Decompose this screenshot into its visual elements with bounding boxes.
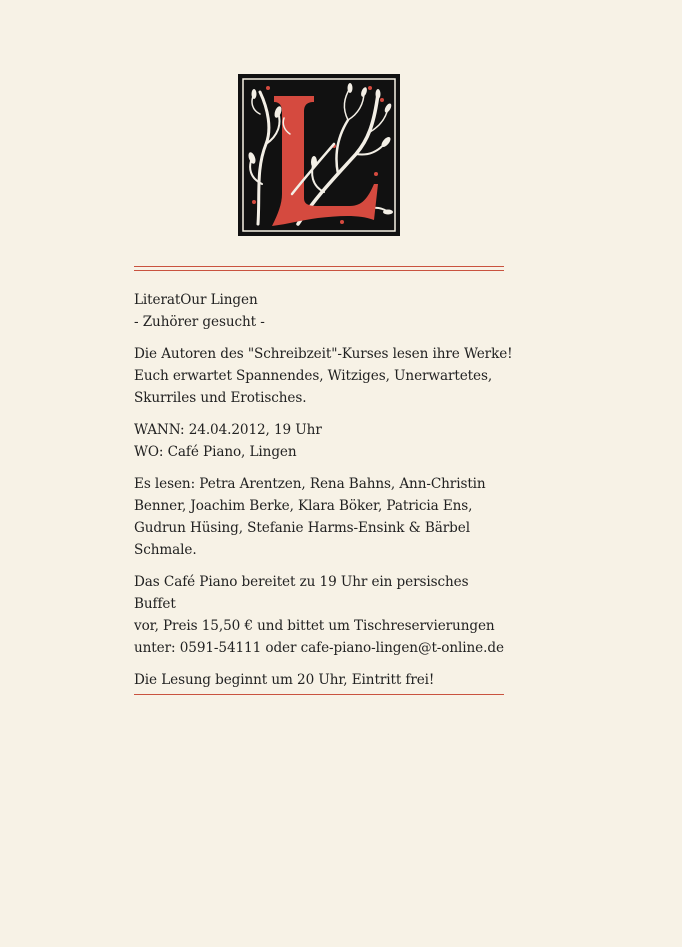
readers-paragraph [134, 473, 514, 561]
closing-paragraph [134, 669, 514, 691]
readers-line: Benner, Joachim Berke, Klara Böker, Patricia Ens, [134, 498, 473, 514]
readers-line: Gudrun Hüsing, Stefanie Harms-Ensink & Bärbel [134, 520, 470, 536]
buffet-paragraph [134, 571, 514, 659]
intro-line: Euch erwartet Spannendes, Witziges, Unerwartetes, [134, 368, 493, 384]
readers-line: Es lesen: Petra Arentzen, Rena Bahns, Ann-Christin [134, 476, 486, 492]
top-divider [134, 266, 504, 271]
buffet-line: unter: 0591-54111 oder cafe-piano-lingen@t-online.de [134, 640, 504, 656]
title-line: LiteratOur Lingen [134, 292, 258, 308]
illuminated-letter-L-icon [238, 74, 400, 236]
bottom-divider [134, 694, 504, 695]
intro-line: Skurriles und Erotisches. [134, 390, 307, 406]
closing-line: Die Lesung beginnt um 20 Uhr, Eintritt frei! [134, 672, 435, 688]
buffet-line: Das Café Piano bereitet zu 19 Uhr ein persisches Buffet [134, 574, 469, 612]
intro-line: Die Autoren des "Schreibzeit"-Kurses lesen ihre Werke! [134, 346, 513, 362]
event-location: WO: Café Piano, Lingen [134, 444, 297, 460]
event-date: WANN: 24.04.2012, 19 Uhr [134, 422, 322, 438]
buffet-line: vor, Preis 15,50 € und bittet um Tischreservierungen [134, 618, 495, 634]
readers-line: Schmale. [134, 542, 197, 558]
announcement-title [134, 289, 514, 333]
when-where-paragraph [134, 419, 514, 463]
intro-paragraph [134, 343, 514, 409]
subtitle-line: - Zuhörer gesucht - [134, 314, 265, 330]
announcement-body [134, 289, 514, 701]
